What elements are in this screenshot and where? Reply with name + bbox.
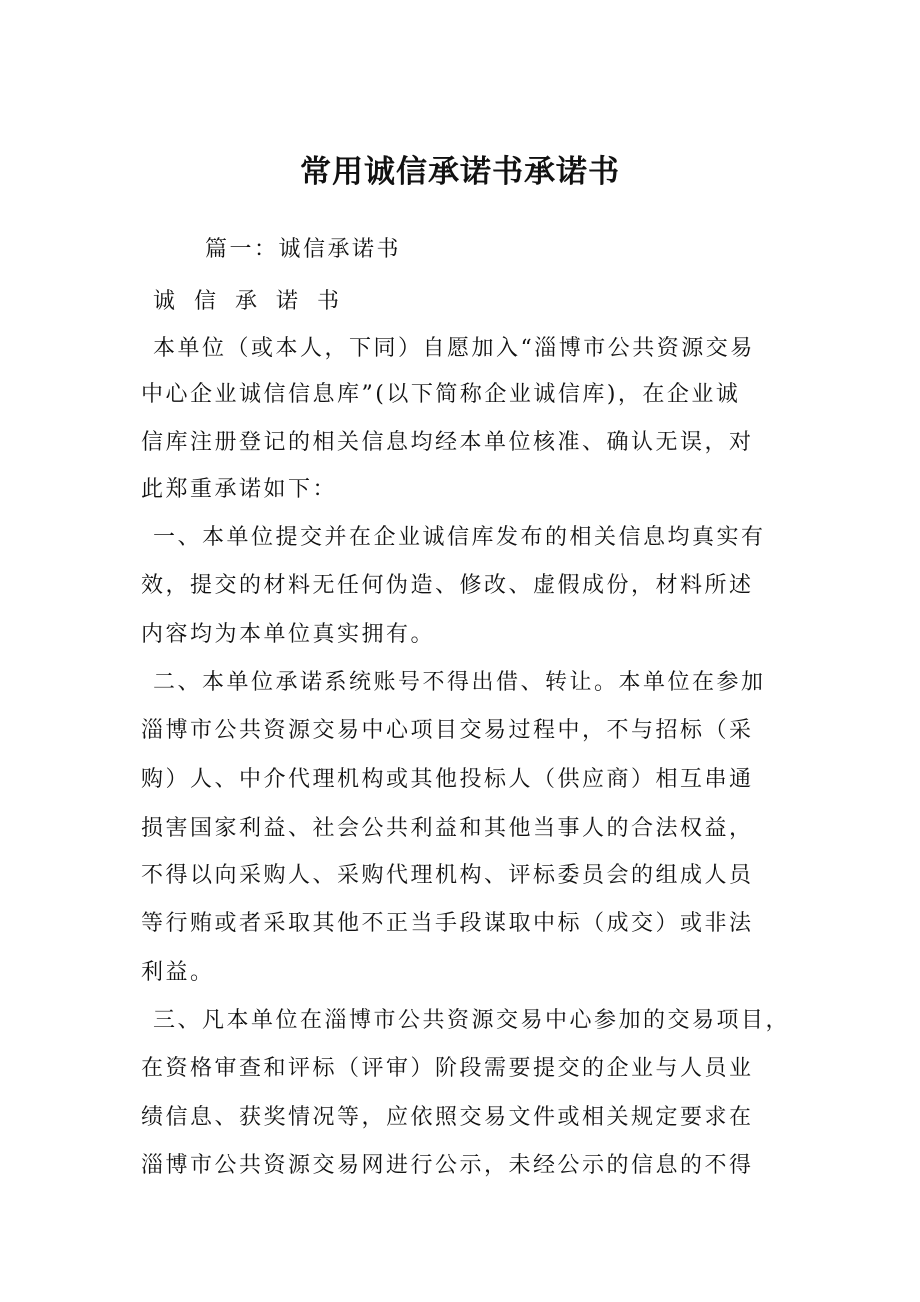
paragraph-line: 三、凡本单位在淄博市公共资源交易中心参加的交易项目， bbox=[153, 1008, 791, 1033]
paragraph-line: 等行贿或者采取其他不正当手段谋取中标（成交）或非法 bbox=[141, 911, 754, 936]
paragraph-line: 购）人、中介代理机构或其他投标人（供应商）相互串通 bbox=[141, 767, 754, 792]
paragraph-line: 在资格审查和评标（评审）阶段需要提交的企业与人员业 bbox=[141, 1056, 754, 1081]
paragraph-line: 信库注册登记的相关信息均经本单位核准、确认无误，对 bbox=[141, 430, 754, 455]
section-subtitle: 诚 信 承 诺 书 bbox=[153, 289, 345, 314]
document-title: 常用诚信承诺书承诺书 bbox=[300, 154, 620, 190]
paragraph-line: 淄博市公共资源交易网进行公示，未经公示的信息的不得 bbox=[141, 1153, 754, 1178]
paragraph-line: 损害国家利益、社会公共利益和其他当事人的合法权益， bbox=[141, 816, 754, 841]
paragraph-line: 此郑重承诺如下： bbox=[141, 477, 338, 502]
chapter-heading: 篇一：诚信承诺书 bbox=[205, 237, 402, 262]
paragraph-line: 二、本单位承诺系统账号不得出借、转让。本单位在参加 bbox=[153, 670, 766, 695]
paragraph-line: 淄博市公共资源交易中心项目交易过程中，不与招标（采 bbox=[141, 718, 754, 743]
paragraph-line: 绩信息、获奖情况等，应依照交易文件或相关规定要求在 bbox=[141, 1105, 754, 1130]
paragraph-line: 效，提交的材料无任何伪造、修改、虚假成份，材料所述 bbox=[141, 573, 754, 598]
paragraph-line: 内容均为本单位真实拥有。 bbox=[141, 622, 436, 647]
paragraph-line: 一、本单位提交并在企业诚信库发布的相关信息均真实有 bbox=[153, 525, 766, 550]
paragraph-line: 中心企业诚信信息库”(以下简称企业诚信库)，在企业诚 bbox=[141, 382, 741, 407]
paragraph-line: 本单位（或本人，下同）自愿加入“淄博市公共资源交易 bbox=[153, 336, 755, 361]
paragraph-line: 不得以向采购人、采购代理机构、评标委员会的组成人员 bbox=[141, 863, 754, 888]
paragraph-line: 利益。 bbox=[141, 960, 215, 985]
